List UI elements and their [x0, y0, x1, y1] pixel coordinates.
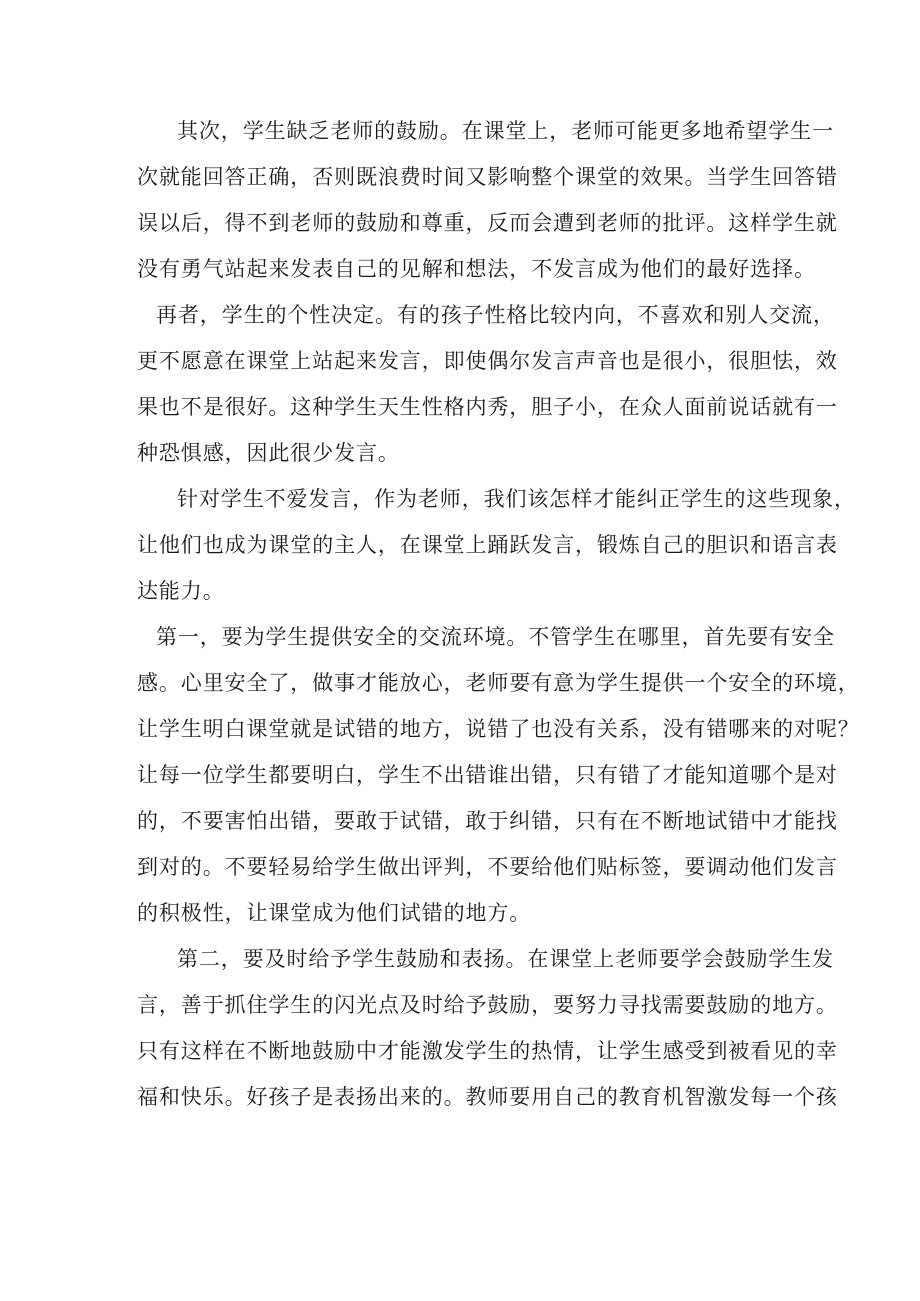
- paragraph-5-line-1: 第二，要及时给予学生鼓励和表扬。在课堂上老师要学会鼓励学生发: [177, 947, 834, 971]
- paragraph-4-line-2: 感。心里安全了，做事才能放心，老师要有意为学生提供一个安全的环境，: [137, 671, 860, 695]
- paragraph-2-line-2: 更不愿意在课堂上站起来发言，即使偶尔发言声音也是很小，很胆怯，效: [137, 349, 838, 373]
- paragraph-3-line-2: 让他们也成为课堂的主人，在课堂上踊跃发言，锻炼自己的胆识和语言表: [137, 533, 838, 557]
- paragraph-5-line-4: 福和快乐。好孩子是表扬出来的。教师要用自己的教育机智激发每一个孩: [137, 1085, 838, 1109]
- paragraph-1-line-1: 其次，学生缺乏老师的鼓励。在课堂上，老师可能更多地希望学生一: [177, 119, 834, 143]
- paragraph-4-line-1: 第一，要为学生提供安全的交流环境。不管学生在哪里，首先要有安全: [156, 625, 835, 649]
- paragraph-3-line-3: 达能力。: [137, 579, 225, 603]
- paragraph-5-line-3: 只有这样在不断地鼓励中才能激发学生的热情，让学生感受到被看见的幸: [137, 1039, 838, 1063]
- paragraph-3-line-1: 针对学生不爱发言，作为老师，我们该怎样才能纠正学生的这些现象，: [177, 487, 856, 511]
- paragraph-5-line-2: 言，善于抓住学生的闪光点及时给予鼓励，要努力寻找需要鼓励的地方。: [137, 993, 838, 1017]
- paragraph-4-line-6: 到对的。不要轻易给学生做出评判，不要给他们贴标签，要调动他们发言: [137, 855, 838, 879]
- paragraph-4-line-5: 的，不要害怕出错，要敢于试错，敢于纠错，只有在不断地试错中才能找: [137, 809, 838, 833]
- paragraph-1-line-4: 没有勇气站起来发表自己的见解和想法，不发言成为他们的最好选择。: [137, 257, 816, 281]
- paragraph-4-line-7: 的积极性，让课堂成为他们试错的地方。: [137, 901, 532, 925]
- paragraph-2-line-3: 果也不是很好。这种学生天生性格内秀，胆子小，在众人面前说话就有一: [137, 395, 838, 419]
- paragraph-1-line-2: 次就能回答正确，否则既浪费时间又影响整个课堂的效果。当学生回答错: [137, 165, 838, 189]
- paragraph-4-line-4: 让每一位学生都要明白，学生不出错谁出错，只有错了才能知道哪个是对: [137, 763, 838, 787]
- paragraph-4-line-3: 让学生明白课堂就是试错的地方，说错了也没有关系，没有错哪来的对呢？: [137, 717, 860, 741]
- paragraph-1-line-3: 误以后，得不到老师的鼓励和尊重，反而会遭到老师的批评。这样学生就: [137, 211, 838, 235]
- paragraph-2-line-1: 再者，学生的个性决定。有的孩子性格比较内向，不喜欢和别人交流，: [156, 303, 835, 327]
- paragraph-2-line-4: 种恐惧感，因此很少发言。: [137, 441, 400, 465]
